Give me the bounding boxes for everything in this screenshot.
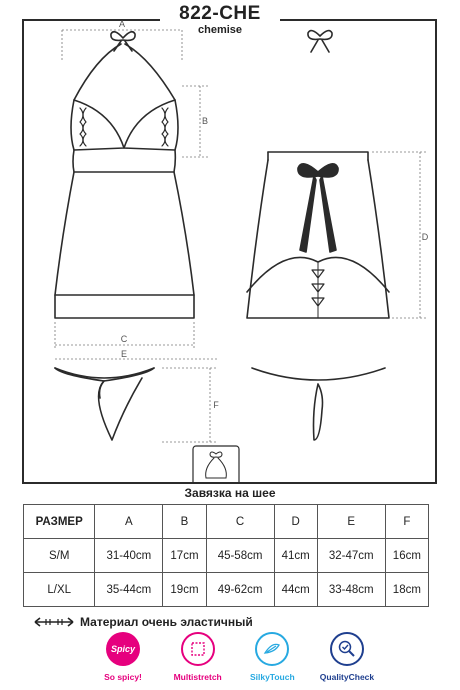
chemise-front-drawing [55,32,194,318]
badge-silkytouch [244,632,300,682]
table-row [24,539,429,573]
spicy-icon [106,632,140,666]
product-type: chemise [197,24,243,36]
model-number: 822-CHE [179,3,261,24]
badge-label: Multistretch [173,672,222,682]
neck-tie-icon [193,446,239,484]
thong-front-drawing [55,368,154,440]
magnifier-check-icon [330,632,364,666]
table-cell: 31-40cm [95,539,163,573]
table-cell: S/M [24,539,95,573]
table-header-cell: E [317,505,385,539]
elastic-note-text: Материал очень эластичный [80,615,253,629]
table-header-cell: РАЗМЕР [24,505,95,539]
dimension-f-label: F [213,400,219,410]
table-header-cell: D [274,505,317,539]
dimension-a-label: A [118,19,126,29]
size-table [23,504,429,607]
dimension-b-label: B [201,116,209,126]
table-cell: 19cm [163,573,206,607]
table-header-cell: F [385,505,428,539]
table-cell: 49-62cm [206,573,274,607]
table-header-cell: C [206,505,274,539]
dimension-c-label: C [120,334,128,344]
table-header-cell: B [163,505,206,539]
neck-tie-caption: Завязка на шее [184,486,276,500]
badge-label: So spicy! [104,672,142,682]
thong-back-drawing [252,368,385,440]
badge-multistretch [170,632,226,682]
feather-icon [255,632,289,666]
feature-badges [95,632,375,682]
dimension-e-label: E [120,349,128,359]
elastic-note [34,615,253,629]
stretch-arrows-icon [34,617,74,627]
table-cell: 33-48cm [317,573,385,607]
table-cell: 17cm [163,539,206,573]
spicy-icon-text: Spicy [110,644,135,654]
badge-label: SilkyTouch [249,672,295,682]
table-cell: L/XL [24,573,95,607]
badge-so-spicy [95,632,151,682]
table-cell: 18cm [385,573,428,607]
table-cell: 35-44cm [95,573,163,607]
badge-qualitycheck [319,632,375,682]
multistretch-icon [181,632,215,666]
table-header-cell: A [95,505,163,539]
back-bow-drawing [308,31,332,52]
dimension-d-label: D [421,232,429,242]
table-header-row [24,505,429,539]
table-cell: 45-58cm [206,539,274,573]
table-cell: 41cm [274,539,317,573]
badge-label: QualityCheck [319,672,375,682]
table-cell: 44cm [274,573,317,607]
table-cell: 16cm [385,539,428,573]
table-row [24,573,429,607]
chemise-back-drawing [247,152,389,318]
table-cell: 32-47cm [317,539,385,573]
